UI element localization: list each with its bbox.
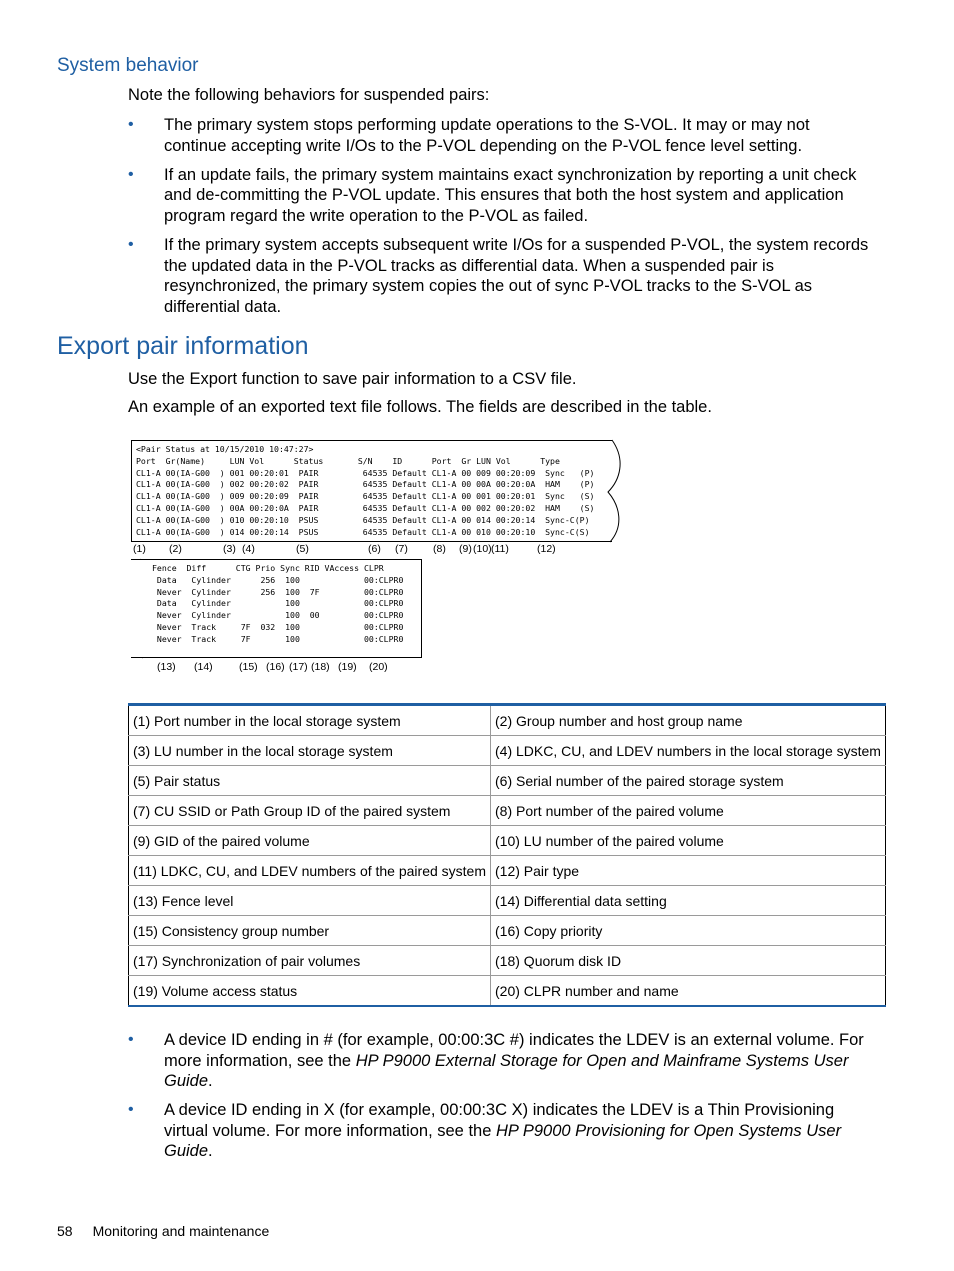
callout-label: (1)	[133, 543, 146, 555]
listing-line: Data Cylinder 256 100 00:CLPR0	[152, 574, 404, 585]
section-heading: System behavior	[57, 55, 199, 76]
callout-label: (8)	[433, 543, 446, 555]
export-intro: Use the Export function to save pair information to a CSV file.	[128, 370, 577, 388]
table-cell: (20) CLPR number and name	[491, 976, 886, 1007]
table-cell: (13) Fence level	[129, 886, 491, 916]
callouts-part2	[131, 661, 421, 675]
table-cell: (1) Port number in the local storage system	[129, 705, 491, 736]
bullet-icon: •	[128, 1101, 134, 1119]
list-item: • A device ID ending in X (for example, 00:00:3C X) indicates the LDEV is a Thin Provisioning virtual volume. For more information, see the HP P9000 Provisioning for Open Systems User Guide.	[128, 1101, 842, 1161]
callout-label: (12)	[537, 543, 556, 555]
table-cell: (14) Differential data setting	[491, 886, 886, 916]
table-cell: (3) LU number in the local storage system	[129, 736, 491, 766]
document-reference: HP P9000 Provisioning for Open Systems User Guide	[164, 1121, 842, 1161]
bullet-icon: •	[128, 165, 134, 183]
callout-label: (4)	[242, 543, 255, 555]
listing-line: CL1-A 00(IA-G00 ) 001 00:20:01 PAIR 64535 Default CL1-A 00 009 00:20:09 Sync (P)	[136, 467, 595, 478]
callout-label: (10)	[473, 543, 492, 555]
listing-line: CL1-A 00(IA-G00 ) 010 00:20:10 PSUS 64535 Default CL1-A 00 014 00:20:14 Sync-C(P)	[136, 514, 590, 525]
bullet-icon: •	[128, 116, 134, 133]
callout-label: (3)	[223, 543, 236, 555]
page-footer	[57, 1223, 269, 1239]
table-row	[129, 886, 886, 916]
callout-label: (15)	[239, 661, 258, 673]
listing-line: CL1-A 00(IA-G00 ) 014 00:20:14 PSUS 64535 Default CL1-A 00 010 00:20:10 Sync-C(S)	[136, 526, 590, 537]
listing-line: Never Cylinder 100 00 00:CLPR0	[152, 610, 404, 621]
fields-table	[128, 703, 886, 1007]
table-cell: (15) Consistency group number	[129, 916, 491, 946]
export-listing-part2	[131, 559, 422, 658]
table-cell: (12) Pair type	[491, 856, 886, 886]
table-cell: (8) Port number of the paired volume	[491, 796, 886, 826]
chapter-title: Monitoring and maintenance	[92, 1223, 270, 1239]
list-item: • If the primary system accepts subsequent write I/Os for a suspended P-VOL, the system records the updated data in the P-VOL tracks as differential data. When a suspended pair is resynchronized, the primary system copies the out of sync P-VOL tracks to the S-VOL as differential data.	[128, 235, 869, 316]
table-cell: (5) Pair status	[129, 766, 491, 796]
table-cell: (7) CU SSID or Path Group ID of the paired system	[129, 796, 491, 826]
callout-label: (11)	[491, 543, 509, 555]
callout-label: (6)	[368, 543, 381, 555]
table-cell: (4) LDKC, CU, and LDEV numbers in the local storage system	[491, 736, 886, 766]
bullet-icon: •	[128, 235, 134, 253]
table-row	[129, 736, 886, 766]
callout-label: (7)	[395, 543, 408, 555]
table-cell: (2) Group number and host group name	[491, 705, 886, 736]
listing-line: CL1-A 00(IA-G00 ) 002 00:20:02 PAIR 64535 Default CL1-A 00 00A 00:20:0A HAM (P)	[136, 479, 595, 490]
callout-label: (19)	[338, 661, 357, 673]
document-reference: HP P9000 External Storage for Open and Mainframe Systems User Guide	[164, 1051, 849, 1091]
table-cell: (10) LU number of the paired volume	[491, 826, 886, 856]
callout-label: (20)	[369, 661, 388, 673]
listing-line: Never Track 7F 100 00:CLPR0	[152, 633, 404, 644]
listing-line: Never Track 7F 032 100 00:CLPR0	[152, 621, 404, 632]
table-row	[129, 705, 886, 736]
export-example: An example of an exported text file follows. The fields are described in the table.	[128, 398, 712, 416]
callout-label: (2)	[169, 543, 182, 555]
callout-label: (18)	[311, 661, 330, 673]
table-cell: (11) LDKC, CU, and LDEV numbers of the paired system	[129, 856, 491, 886]
list-item: • The primary system stops performing update operations to the S-VOL. It may or may not continue accepting write I/Os to the P-VOL depending on the P-VOL fence level setting.	[128, 116, 810, 155]
table-cell: (6) Serial number of the paired storage system	[491, 766, 886, 796]
notes-list	[128, 1030, 873, 1171]
table-row	[129, 976, 886, 1007]
table-cell: (9) GID of the paired volume	[129, 826, 491, 856]
table-row	[129, 946, 886, 976]
behavior-list	[128, 115, 873, 326]
torn-edge-right	[600, 440, 624, 543]
table-row	[129, 856, 886, 886]
export-listing-part1	[131, 440, 612, 542]
intro-note: Note the following behaviors for suspended pairs:	[128, 86, 490, 104]
page-title: Export pair information	[57, 332, 309, 360]
list-item: • If an update fails, the primary system maintains exact synchronization by reporting a unit check and de-committing the P-VOL update. This ensures that both the host system and application program regard the write operation to the P-VOL as failed.	[128, 165, 857, 225]
listing-line: CL1-A 00(IA-G00 ) 009 00:20:09 PAIR 64535 Default CL1-A 00 001 00:20:01 Sync (S)	[136, 491, 595, 502]
callouts-part1	[131, 543, 611, 557]
table-row	[129, 796, 886, 826]
listing-line: Data Cylinder 100 00:CLPR0	[152, 598, 404, 609]
table-row	[129, 916, 886, 946]
listing-line: Port Gr(Name) LUN Vol Status S/N ID Port Gr LUN Vol Type	[136, 455, 560, 466]
listing-line: Fence Diff CTG Prio Sync RID VAccess CLPR	[152, 563, 384, 573]
table-row	[129, 826, 886, 856]
listing-line: Never Cylinder 256 100 7F 00:CLPR0	[152, 586, 404, 597]
table-cell: (19) Volume access status	[129, 976, 491, 1007]
callout-label: (5)	[296, 543, 309, 555]
callout-label: (17)	[289, 661, 308, 673]
bullet-icon: •	[128, 1031, 134, 1048]
callout-label: (16)	[266, 661, 285, 673]
table-cell: (17) Synchronization of pair volumes	[129, 946, 491, 976]
callout-label: (14)	[194, 661, 213, 673]
list-item: • A device ID ending in # (for example, 00:00:3C #) indicates the LDEV is an external volume. For more information, see the HP P9000 External Storage for Open and Mainframe Systems User Guide.	[128, 1031, 864, 1091]
table-cell: (16) Copy priority	[491, 916, 886, 946]
table-cell: (18) Quorum disk ID	[491, 946, 886, 976]
listing-line: <Pair Status at 10/15/2010 10:47:27>	[136, 444, 314, 454]
listing-line: CL1-A 00(IA-G00 ) 00A 00:20:0A PAIR 64535 Default CL1-A 00 002 00:20:02 HAM (S)	[136, 502, 595, 513]
callout-label: (9)	[459, 543, 472, 555]
table-row	[129, 766, 886, 796]
page-number: 58	[57, 1223, 73, 1239]
callout-label: (13)	[157, 661, 176, 673]
